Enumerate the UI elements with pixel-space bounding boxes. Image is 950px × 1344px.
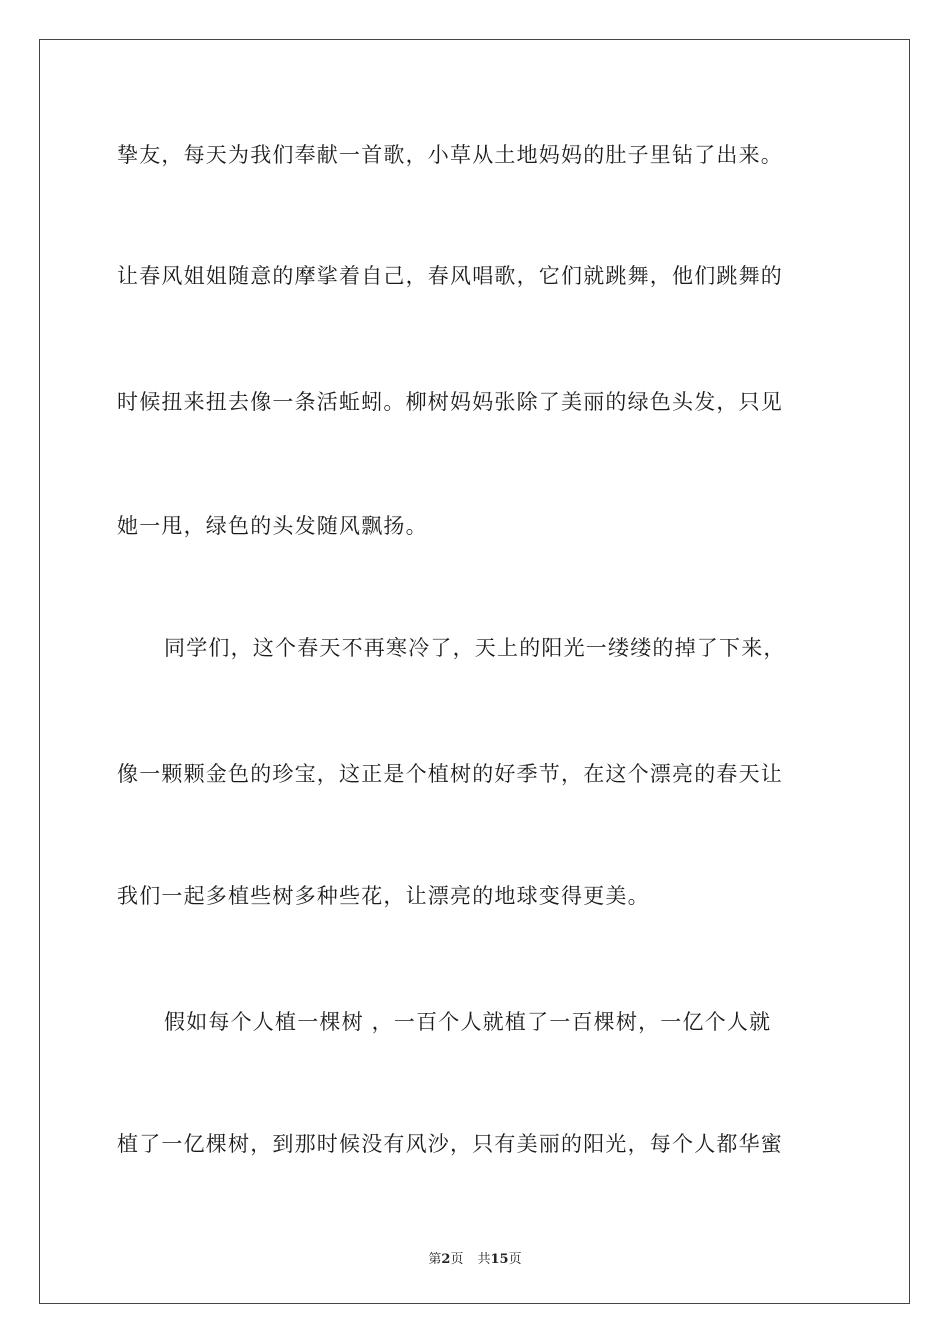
- page-prefix: 第: [428, 1252, 442, 1267]
- paragraph-line: 挚友，每天为我们奉献一首歌，小草从土地妈妈的肚子里钻了出来。: [117, 143, 783, 167]
- paragraph-line: 像一颗颗金色的珍宝，这正是个植树的好季节，在这个漂亮的春天让: [117, 762, 783, 786]
- page-number: 2: [441, 1252, 451, 1267]
- total-suffix: 页: [508, 1252, 522, 1267]
- paragraph-line: 时候扭来扭去像一条活蚯蚓。柳树妈妈张除了美丽的绿色头发，只见: [117, 390, 783, 414]
- page-suffix: 页: [450, 1252, 464, 1267]
- total-pages: 15: [490, 1252, 509, 1267]
- page-border: [39, 39, 910, 1304]
- paragraph-line-indented: 假如每个人植一棵树 ，一百个人就植了一百棵树，一亿个人就: [164, 1010, 772, 1034]
- paragraph-line: 植了一亿棵树，到那时候没有风沙，只有美丽的阳光，每个人都华蜜: [117, 1132, 783, 1156]
- paragraph-line: 让春风姐姐随意的摩挲着自己，春风唱歌，它们就跳舞，他们跳舞的: [117, 264, 783, 288]
- paragraph-line-indented: 同学们，这个春天不再寒冷了，天上的阳光一缕缕的掉了下来，: [164, 636, 786, 660]
- total-prefix: 共: [477, 1252, 491, 1267]
- page-footer: [0, 1248, 950, 1267]
- paragraph-line: 我们一起多植些树多种些花，让漂亮的地球变得更美。: [117, 884, 650, 908]
- paragraph-line: 她一甩，绿色的头发随风飘扬。: [117, 514, 428, 538]
